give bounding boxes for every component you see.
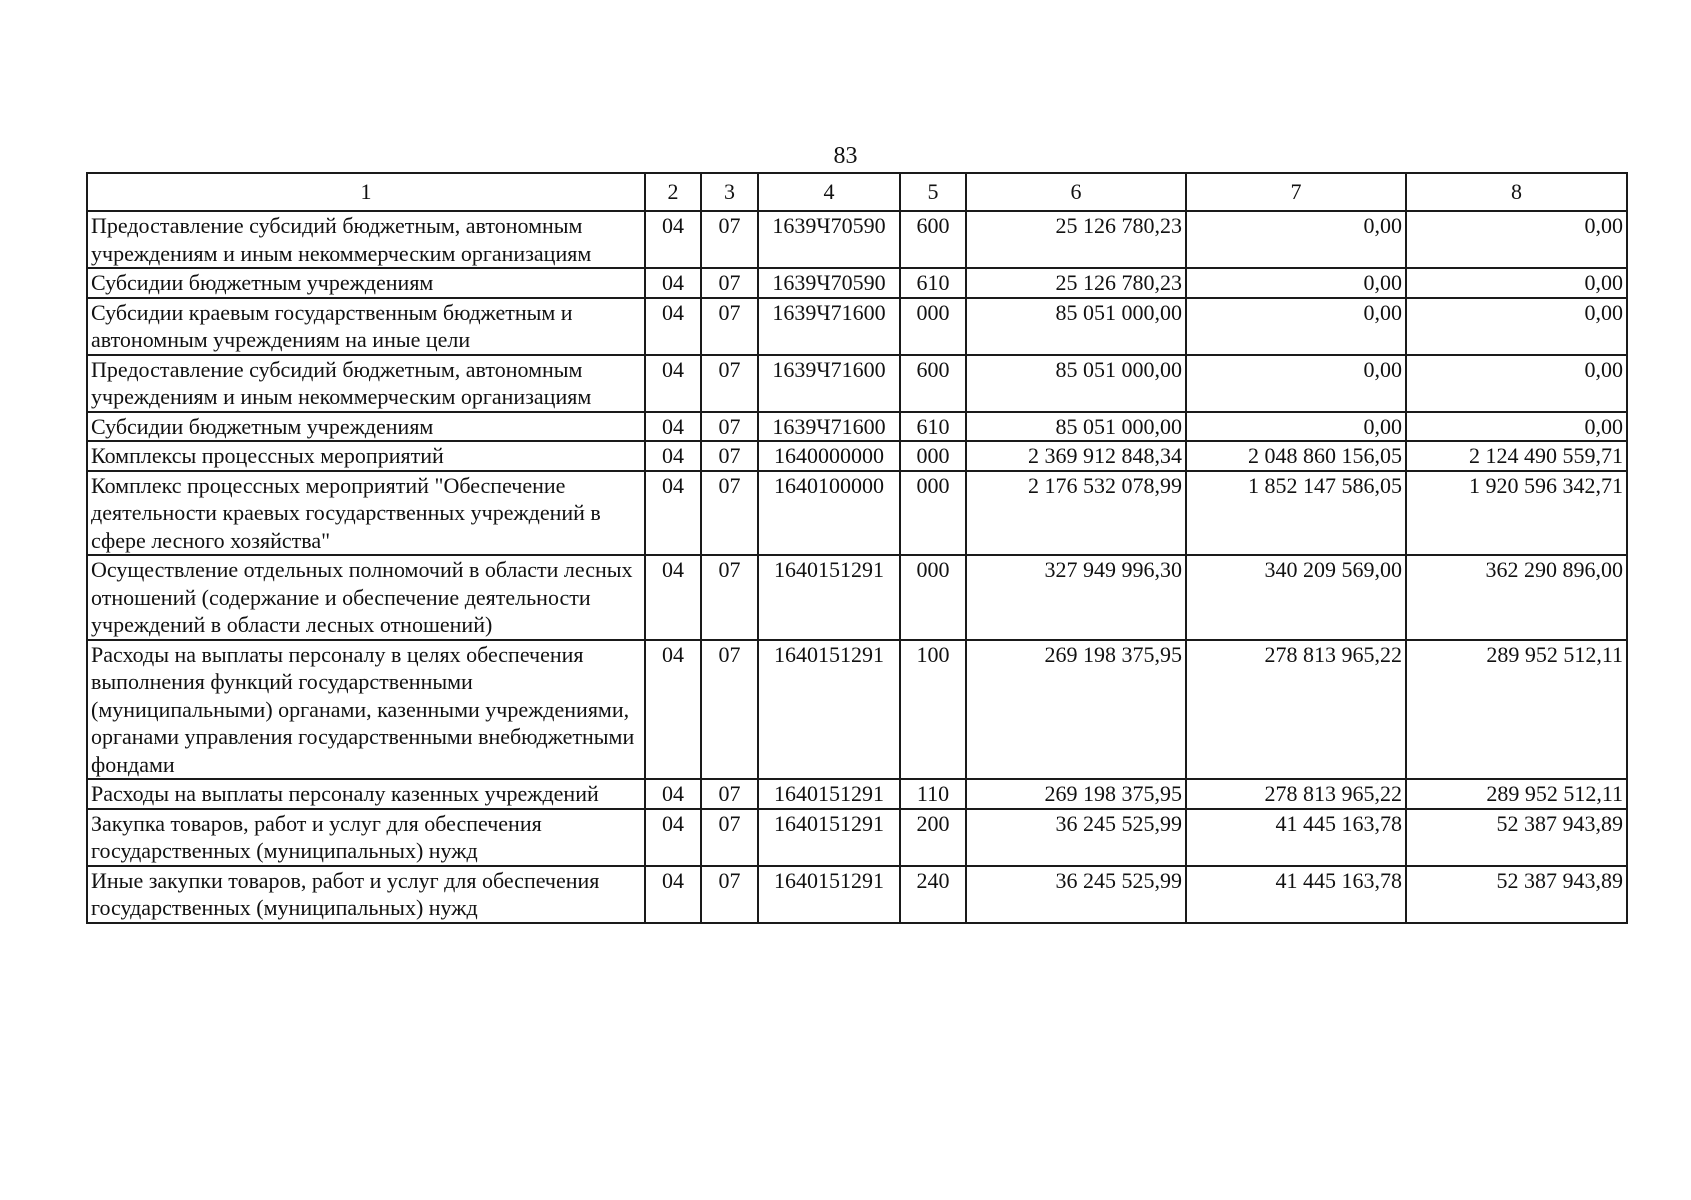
section-code: 04 (645, 471, 701, 556)
target-article-code: 1639Ч70590 (758, 268, 900, 298)
expense-name: Субсидии бюджетным учреждениям (87, 268, 645, 298)
section-code: 04 (645, 866, 701, 923)
subsection-code: 07 (701, 211, 758, 268)
target-article-code: 1640151291 (758, 555, 900, 640)
expense-type-code: 600 (900, 355, 966, 412)
amount-col6: 2 369 912 848,34 (966, 441, 1186, 471)
expense-name: Предоставление субсидий бюджетным, автономным учреждениям и иным некоммерческим организациям (87, 211, 645, 268)
expense-name: Иные закупки товаров, работ и услуг для обеспечения государственных (муниципальных) нужд (87, 866, 645, 923)
section-code: 04 (645, 268, 701, 298)
expense-name: Комплексы процессных мероприятий (87, 441, 645, 471)
section-code: 04 (645, 640, 701, 780)
subsection-code: 07 (701, 355, 758, 412)
expense-name: Субсидии бюджетным учреждениям (87, 412, 645, 442)
table-row (87, 866, 1627, 923)
amount-col8: 289 952 512,11 (1406, 779, 1627, 809)
expense-type-code: 610 (900, 268, 966, 298)
expense-type-code: 600 (900, 211, 966, 268)
amount-col6: 269 198 375,95 (966, 779, 1186, 809)
table-row (87, 298, 1627, 355)
subsection-code: 07 (701, 779, 758, 809)
amount-col6: 269 198 375,95 (966, 640, 1186, 780)
expense-name: Расходы на выплаты персоналу казенных учреждений (87, 779, 645, 809)
column-header: 2 (645, 173, 701, 211)
target-article-code: 1640000000 (758, 441, 900, 471)
table-row (87, 412, 1627, 442)
section-code: 04 (645, 441, 701, 471)
section-code: 04 (645, 779, 701, 809)
subsection-code: 07 (701, 640, 758, 780)
table-row (87, 355, 1627, 412)
amount-col7: 0,00 (1186, 355, 1406, 412)
amount-col6: 85 051 000,00 (966, 298, 1186, 355)
target-article-code: 1639Ч70590 (758, 211, 900, 268)
budget-table (86, 172, 1628, 924)
amount-col8: 0,00 (1406, 211, 1627, 268)
amount-col8: 2 124 490 559,71 (1406, 441, 1627, 471)
expense-type-code: 240 (900, 866, 966, 923)
table-header (87, 173, 1627, 211)
table-row (87, 779, 1627, 809)
section-code: 04 (645, 355, 701, 412)
amount-col8: 52 387 943,89 (1406, 809, 1627, 866)
expense-type-code: 610 (900, 412, 966, 442)
amount-col7: 0,00 (1186, 211, 1406, 268)
amount-col6: 85 051 000,00 (966, 412, 1186, 442)
amount-col7: 41 445 163,78 (1186, 809, 1406, 866)
subsection-code: 07 (701, 412, 758, 442)
expense-type-code: 110 (900, 779, 966, 809)
subsection-code: 07 (701, 555, 758, 640)
amount-col7: 340 209 569,00 (1186, 555, 1406, 640)
expense-name: Предоставление субсидий бюджетным, автономным учреждениям и иным некоммерческим организациям (87, 355, 645, 412)
section-code: 04 (645, 555, 701, 640)
amount-col6: 85 051 000,00 (966, 355, 1186, 412)
expense-name: Расходы на выплаты персоналу в целях обеспечения выполнения функций государственными (муниципальными) органами, казенными учреждениями, органами управления государственными внебюджетными фондами (87, 640, 645, 780)
expense-name: Закупка товаров, работ и услуг для обеспечения государственных (муниципальных) нужд (87, 809, 645, 866)
column-header: 7 (1186, 173, 1406, 211)
subsection-code: 07 (701, 298, 758, 355)
page-number: 83 (833, 143, 858, 169)
expense-type-code: 100 (900, 640, 966, 780)
table-row (87, 268, 1627, 298)
amount-col7: 278 813 965,22 (1186, 640, 1406, 780)
amount-col7: 41 445 163,78 (1186, 866, 1406, 923)
expense-name: Субсидии краевым государственным бюджетным и автономным учреждениям на иные цели (87, 298, 645, 355)
subsection-code: 07 (701, 866, 758, 923)
expense-name: Комплекс процессных мероприятий "Обеспечение деятельности краевых государственных учреждений в сфере лесного хозяйства" (87, 471, 645, 556)
amount-col8: 362 290 896,00 (1406, 555, 1627, 640)
section-code: 04 (645, 298, 701, 355)
section-code: 04 (645, 211, 701, 268)
table-row (87, 555, 1627, 640)
target-article-code: 1639Ч71600 (758, 298, 900, 355)
target-article-code: 1640100000 (758, 471, 900, 556)
amount-col6: 36 245 525,99 (966, 809, 1186, 866)
expense-type-code: 200 (900, 809, 966, 866)
table-body (87, 211, 1627, 923)
amount-col6: 25 126 780,23 (966, 211, 1186, 268)
expense-name: Осуществление отдельных полномочий в области лесных отношений (содержание и обеспечение деятельности учреждений в области лесных отношений) (87, 555, 645, 640)
column-header: 8 (1406, 173, 1627, 211)
table-row (87, 640, 1627, 780)
target-article-code: 1639Ч71600 (758, 355, 900, 412)
target-article-code: 1640151291 (758, 866, 900, 923)
amount-col6: 36 245 525,99 (966, 866, 1186, 923)
table-row (87, 471, 1627, 556)
amount-col7: 0,00 (1186, 412, 1406, 442)
amount-col8: 0,00 (1406, 355, 1627, 412)
column-header: 3 (701, 173, 758, 211)
amount-col6: 2 176 532 078,99 (966, 471, 1186, 556)
amount-col8: 52 387 943,89 (1406, 866, 1627, 923)
amount-col8: 289 952 512,11 (1406, 640, 1627, 780)
section-code: 04 (645, 809, 701, 866)
subsection-code: 07 (701, 268, 758, 298)
expense-type-code: 000 (900, 298, 966, 355)
section-code: 04 (645, 412, 701, 442)
amount-col8: 1 920 596 342,71 (1406, 471, 1627, 556)
target-article-code: 1639Ч71600 (758, 412, 900, 442)
column-header: 1 (87, 173, 645, 211)
table-row (87, 211, 1627, 268)
amount-col6: 327 949 996,30 (966, 555, 1186, 640)
target-article-code: 1640151291 (758, 809, 900, 866)
subsection-code: 07 (701, 441, 758, 471)
target-article-code: 1640151291 (758, 640, 900, 780)
amount-col7: 0,00 (1186, 268, 1406, 298)
header-row (87, 173, 1627, 211)
column-header: 6 (966, 173, 1186, 211)
amount-col7: 1 852 147 586,05 (1186, 471, 1406, 556)
amount-col8: 0,00 (1406, 412, 1627, 442)
target-article-code: 1640151291 (758, 779, 900, 809)
subsection-code: 07 (701, 471, 758, 556)
table-row (87, 441, 1627, 471)
expense-type-code: 000 (900, 555, 966, 640)
subsection-code: 07 (701, 809, 758, 866)
amount-col7: 0,00 (1186, 298, 1406, 355)
expense-type-code: 000 (900, 441, 966, 471)
column-header: 4 (758, 173, 900, 211)
table-row (87, 809, 1627, 866)
column-header: 5 (900, 173, 966, 211)
amount-col8: 0,00 (1406, 298, 1627, 355)
expense-type-code: 000 (900, 471, 966, 556)
amount-col8: 0,00 (1406, 268, 1627, 298)
amount-col6: 25 126 780,23 (966, 268, 1186, 298)
amount-col7: 2 048 860 156,05 (1186, 441, 1406, 471)
amount-col7: 278 813 965,22 (1186, 779, 1406, 809)
